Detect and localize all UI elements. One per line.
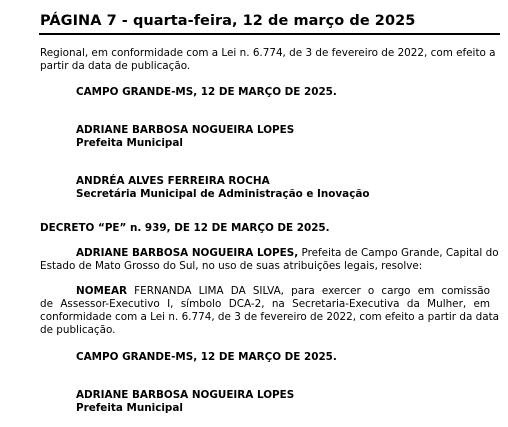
paragraph-line: de Assessor-Executivo I, símbolo DCA-2, na Secretaria-Executiva da Mulher, em — [40, 298, 490, 311]
paragraph-line: Estado de Mato Grosso do Sul, no uso de suas atribuições legais, resolve: — [40, 260, 423, 273]
signatory-name: ADRIANE BARBOSA NOGUEIRA LOPES — [76, 389, 295, 401]
signatory-name: ANDRÉA ALVES FERREIRA ROCHA — [76, 175, 270, 187]
preamble-paragraph — [40, 247, 499, 273]
nomination-paragraph — [40, 285, 500, 337]
signatory-name: ADRIANE BARBOSA NOGUEIRA LOPES — [76, 124, 295, 136]
nomination-verb: NOMEAR — [76, 285, 128, 297]
page-header-title: PÁGINA 7 - quarta-feira, 12 de março de 2025 — [40, 13, 416, 29]
paragraph-line: ADRIANE BARBOSA NOGUEIRA LOPES, Prefeita de Campo Grande, Capital do — [76, 247, 499, 259]
continuation-paragraph — [40, 47, 496, 73]
decree-title: DECRETO “PE” n. 939, DE 12 DE MARÇO DE 2025. — [40, 222, 330, 234]
paragraph-line: conformidade com a Lei n. 6.774, de 3 de fevereiro de 2022, com efeito a partir da data — [40, 311, 500, 324]
signatory-role: Prefeita Municipal — [76, 137, 183, 149]
header-divider — [39, 33, 500, 35]
paragraph-line: Regional, em conformidade com a Lei n. 6.774, de 3 de fevereiro de 2022, com efeito a — [40, 47, 496, 59]
place-date: CAMPO GRANDE-MS, 12 DE MARÇO DE 2025. — [76, 351, 337, 363]
paragraph-line: de publicação. — [40, 324, 116, 337]
signatory-role: Secretária Municipal de Administração e Inovação — [76, 188, 370, 200]
place-date: CAMPO GRANDE-MS, 12 DE MARÇO DE 2025. — [76, 86, 337, 98]
paragraph-line: partir da data de publicação. — [40, 60, 191, 73]
signatory-role: Prefeita Municipal — [76, 402, 183, 414]
preamble-name: ADRIANE BARBOSA NOGUEIRA LOPES, — [76, 247, 299, 259]
paragraph-line: NOMEAR FERNANDA LIMA DA SILVA, para exercer o cargo em comissão — [76, 285, 490, 297]
